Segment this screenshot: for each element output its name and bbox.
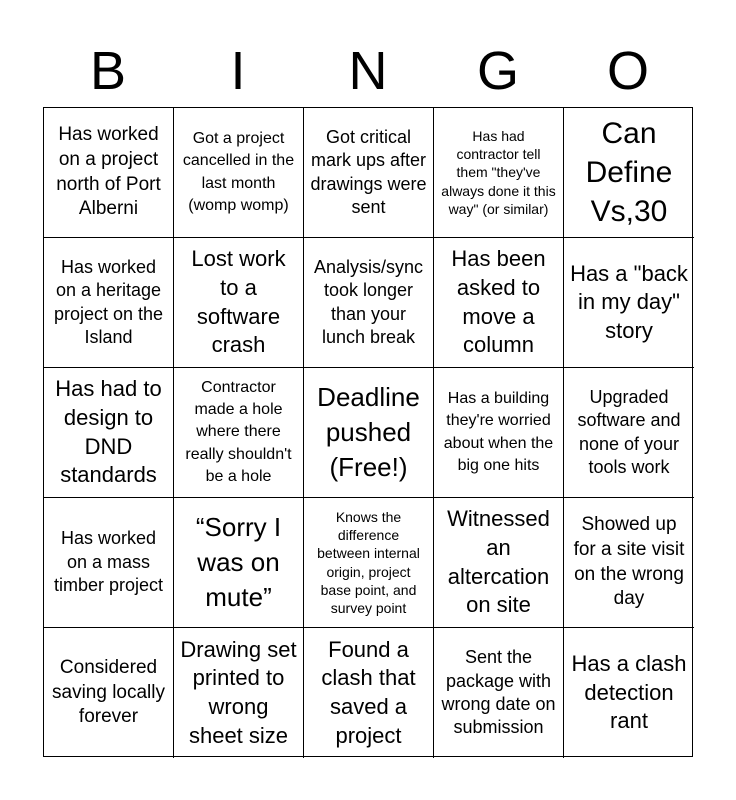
bingo-cell-r3c5[interactable] [564,368,694,498]
cell-text: “Sorry I was on mute” [195,511,282,613]
cell-text: Has been asked to move a column [451,246,546,358]
cell-text: Lost work to a software crash [191,246,286,358]
cell-text: Witnessed an altercation on site [447,506,550,618]
cell-text: Analysis/sync took longer than your lunch break [313,256,424,347]
bingo-cell-r2c5[interactable] [564,238,694,368]
cell-text: Has had to design to DND standards [55,376,162,488]
bingo-cell-r4c3[interactable] [304,498,434,628]
bingo-cell-r2c1[interactable] [44,238,174,368]
header-letter-g: G [476,41,519,101]
bingo-cell-r2c4[interactable] [434,238,564,368]
cell-text: Got a project cancelled in the last month (womp womp) [182,130,295,214]
cell-text: Has worked on a mass timber project [53,528,164,596]
cell-text: Has a building they're worried about when the big one hits [443,390,554,474]
bingo-cell-r1c4[interactable] [434,108,564,238]
bingo-cell-r5c1[interactable] [44,628,174,758]
bingo-cell-r3c3[interactable] [304,368,434,498]
bingo-cell-r2c2[interactable] [174,238,304,368]
header-letter-b: B [89,41,127,101]
bingo-cell-r5c2[interactable] [174,628,304,758]
bingo-cell-r4c2[interactable] [174,498,304,628]
bingo-cell-r1c1[interactable] [44,108,174,238]
cell-text: Got critical mark ups after drawings were sent [310,126,427,217]
bingo-cell-r5c4[interactable] [434,628,564,758]
cell-text: Deadline pushed (Free!) [317,381,420,483]
header-letter-n: N [348,41,388,101]
cell-text: Sent the package with wrong date on submission [441,647,556,738]
cell-text: Has a clash detection rant [571,651,687,734]
cell-text: Has had contractor tell them "they've always done it this way" (or similar) [441,128,556,217]
bingo-cell-r1c2[interactable] [174,108,304,238]
bingo-cell-r1c3[interactable] [304,108,434,238]
cell-text: Found a clash that saved a project [321,636,416,748]
bingo-cell-r5c5[interactable] [564,628,694,758]
bingo-cell-r3c1[interactable] [44,368,174,498]
cell-text: Has worked on a project north of Port Alberni [56,124,161,220]
cell-text: Showed up for a site visit on the wrong day [573,514,685,610]
bingo-board [43,107,693,757]
bingo-cell-r1c5[interactable] [564,108,694,238]
cell-text: Upgraded software and none of your tools work [577,386,681,477]
bingo-cell-r5c3[interactable] [304,628,434,758]
bingo-cell-r3c4[interactable] [434,368,564,498]
cell-text: Has a "back in my day" story [570,260,688,343]
cell-text: Can Define Vs,30 [585,117,673,228]
cell-text: Considered saving locally forever [52,656,165,728]
bingo-cell-r4c1[interactable] [44,498,174,628]
header-letter-i: I [230,41,246,101]
bingo-header [43,36,693,106]
cell-text: Contractor made a hole where there really shouldn't be a hole [185,379,292,485]
cell-text: Drawing set printed to wrong sheet size [180,636,297,748]
cell-text: Has worked on a heritage project on the Island [53,256,164,347]
bingo-cell-r4c4[interactable] [434,498,564,628]
cell-text: Knows the difference between internal origin, project base point, and survey point [317,508,420,616]
bingo-cell-r2c3[interactable] [304,238,434,368]
bingo-cell-r4c5[interactable] [564,498,694,628]
header-letter-o: O [606,41,649,101]
bingo-cell-r3c2[interactable] [174,368,304,498]
